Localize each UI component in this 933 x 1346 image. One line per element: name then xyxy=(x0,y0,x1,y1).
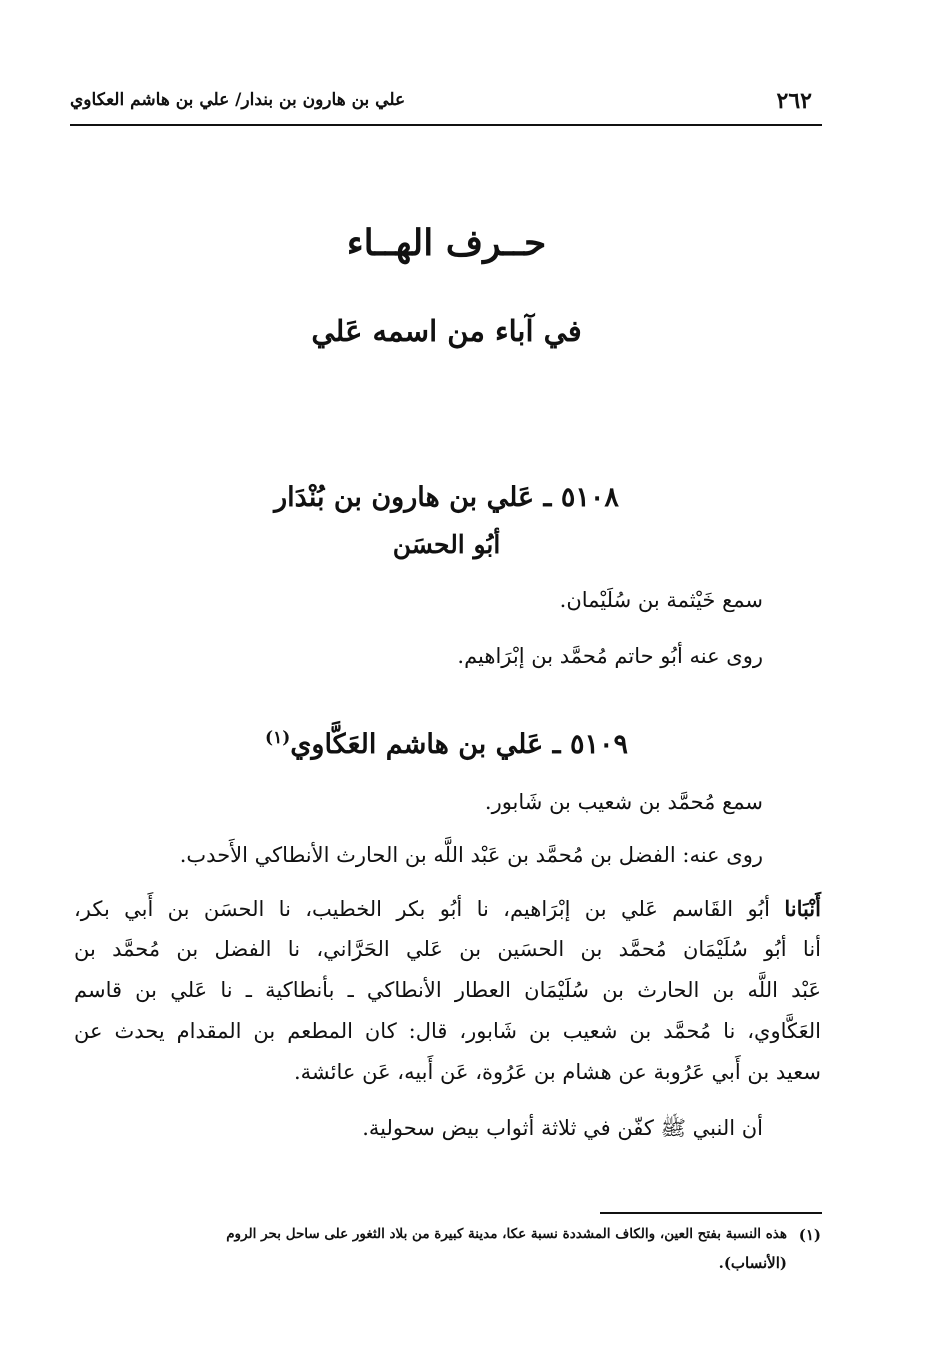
entry-line: سمع مُحمَّد بن شعيب بن شَابور. xyxy=(484,790,763,814)
entry-line: روى عنه أبُو حاتم مُحمَّد بن إبْرَاهيم. xyxy=(457,644,763,668)
entry-heading: ٥١٠٨ ـ عَلي بن هارون بن بُنْدَار xyxy=(274,482,619,513)
footnote-reference: (١) xyxy=(265,728,291,748)
running-header xyxy=(70,82,820,122)
chapter-title: حــرف الهــاء xyxy=(346,222,547,264)
chapter-subtitle: في آباء من اسمه عَلي xyxy=(311,314,582,348)
header-rule xyxy=(70,124,822,126)
entry-line: روى عنه: الفضل بن مُحمَّد بن عَبْد اللَّه بن الحارث الأنطاكي الأَحدب. xyxy=(179,843,763,867)
isnad-line: سعيد بن أَبي عَرُوبة عن هشام بن عَرُوة، عَن أَبيه، عَن عائشة. xyxy=(293,1060,821,1084)
entry-heading-text: ٥١٠٩ ـ عَلي بن هاشم العَكَّاوي xyxy=(290,729,628,760)
isnad-line: العَكَّاوي، نا مُحمَّد بن شعيب بن شَابور، قال: كان المطعم بن المقدام يحدث عن xyxy=(74,1019,821,1043)
footnote-text: هذه النسبة بفتح العين، والكاف المشددة نسبة عكا، مدينة كبيرة من بلاد الثغور على ساحل بحر الروم xyxy=(226,1226,787,1242)
isnad-lead: أَنْبَانا xyxy=(784,896,821,921)
isnad-line: أنا أبُو سُلَيْمَان مُحمَّد بن الحسَين بن عَلي الحَرَّاني، نا الفضل بن مُحمَّد بن xyxy=(74,937,821,961)
hadith-text: أن النبي ﷺ كفّن في ثلاثة أثواب بيض سحولية. xyxy=(362,1116,763,1140)
page-number: ٢٦٢ xyxy=(776,88,812,114)
entry-kunya: أبُو الحسَن xyxy=(392,530,501,559)
footnote-mark: (١) xyxy=(798,1226,821,1244)
isnad-line: عَبْد اللَّه بن الحارث بن سُلَيْمَان العطار الأنطاكي ـ بأنطاكية ـ نا عَلي بن قاسم xyxy=(74,978,821,1002)
footnote-text: (الأنساب). xyxy=(718,1254,787,1272)
footnote-rule xyxy=(600,1212,822,1214)
entry-heading xyxy=(0,728,893,760)
running-title: علي بن هارون بن بندار/ علي بن هاشم العكاوي xyxy=(70,90,406,110)
isnad-line xyxy=(74,896,821,922)
entry-line: سمع خَيْثمة بن سُلَيْمان. xyxy=(559,588,763,612)
isnad-text: أبُو القَاسم عَلي بن إبْرَاهيم، نا أبُو بكر الخطيب، نا الحسَن بن أَبي بكر، xyxy=(74,897,770,921)
